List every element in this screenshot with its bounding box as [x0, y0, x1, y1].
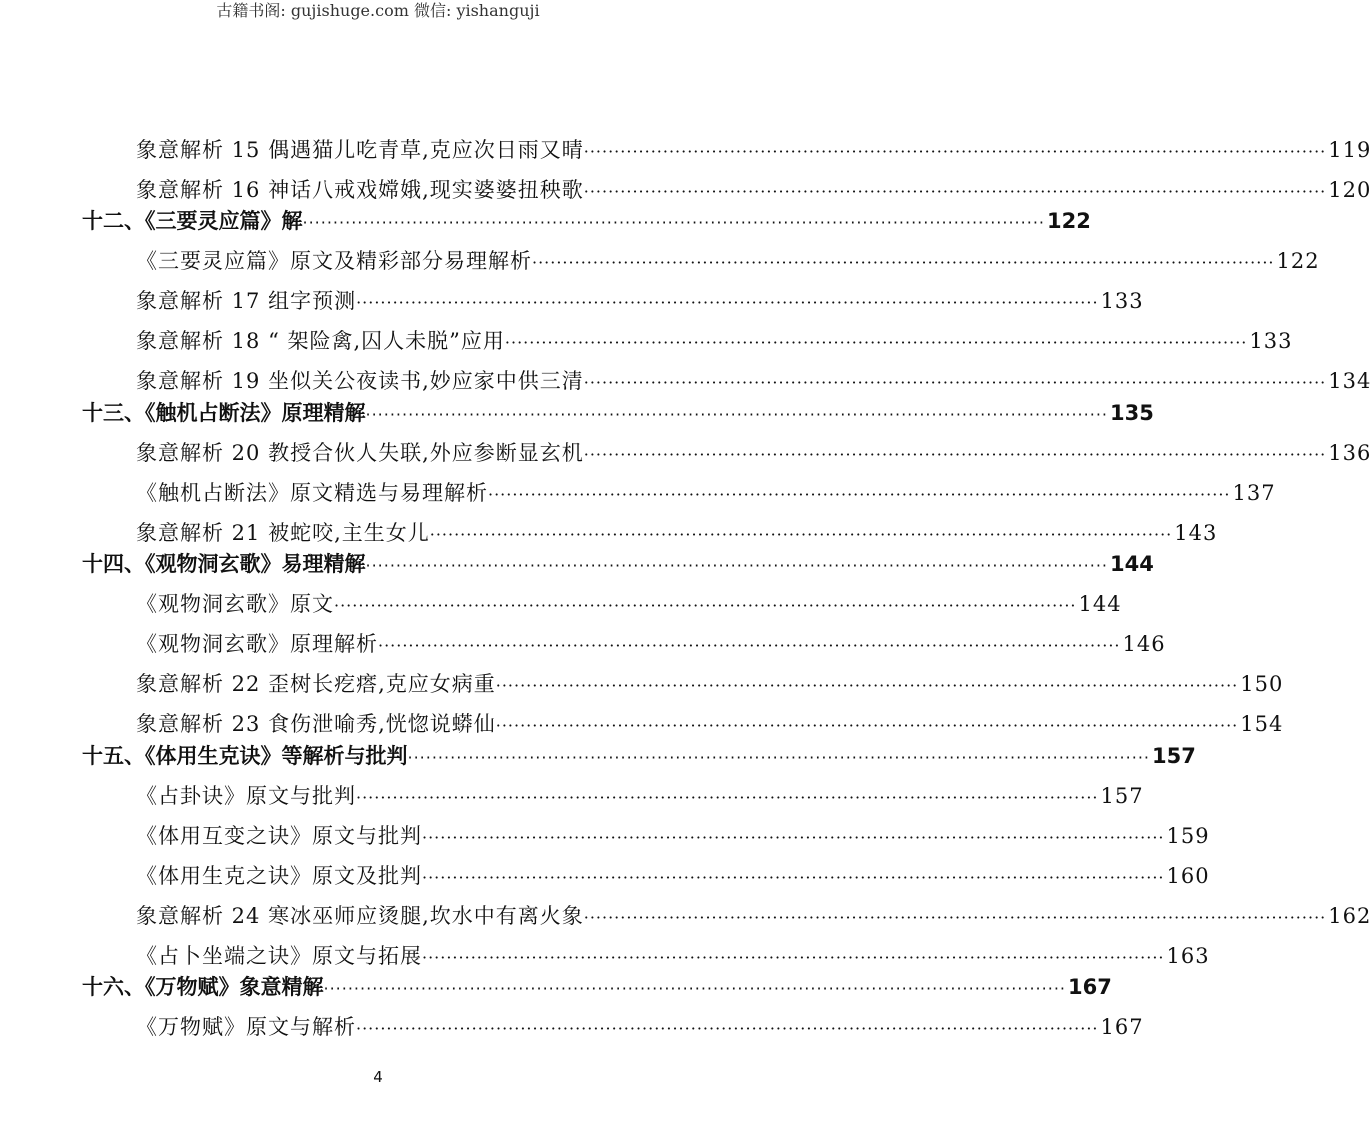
- toc-chapter-page: 122: [1046, 209, 1091, 233]
- toc-chapter-entry[interactable]: [82, 740, 1196, 772]
- toc-chapter-page: 167: [1067, 975, 1112, 999]
- toc-entry-title: 《三要灵应篇》原文及精彩部分易理解析: [136, 249, 532, 273]
- toc-entry[interactable]: [136, 900, 1371, 932]
- toc-entry-title: 象意解析 17 组字预测: [136, 289, 357, 313]
- toc-entry-page: 154: [1240, 712, 1284, 736]
- toc-chapter-page: 144: [1109, 552, 1154, 576]
- dot-leader: [334, 596, 1076, 615]
- toc-entry[interactable]: [136, 628, 1166, 660]
- toc-entry[interactable]: [136, 820, 1210, 852]
- dot-leader: [488, 485, 1230, 504]
- toc-entry-page: 120: [1328, 178, 1371, 202]
- toc-entry[interactable]: [136, 477, 1276, 509]
- toc-entry-title: 象意解析 24 寒冰巫师应烫腿,坎水中有离火象: [136, 904, 584, 928]
- toc-entry-page: 119: [1328, 138, 1371, 162]
- toc-entry-page: 162: [1328, 904, 1371, 928]
- toc-entry-page: 133: [1249, 329, 1293, 353]
- toc-entry-page: 136: [1328, 441, 1371, 465]
- dot-leader: [356, 293, 1098, 312]
- page-number: 4: [373, 1068, 383, 1086]
- toc-entry-title: 《占卜坐端之诀》原文与拓展: [136, 944, 422, 968]
- toc-entry-page: 146: [1122, 632, 1166, 656]
- toc-entry-page: 163: [1166, 944, 1210, 968]
- toc-entry-page: 122: [1276, 249, 1320, 273]
- dot-leader: [422, 868, 1164, 887]
- page-header: 古籍书阁: gujishuge.com 微信: yishanguji: [216, 1, 540, 20]
- dot-leader: [356, 1019, 1098, 1038]
- toc-entry-page: 143: [1174, 521, 1218, 545]
- toc-entry-title: 象意解析 15 偶遇猫儿吃青草,克应次日雨又晴: [136, 138, 584, 162]
- toc-chapter-entry[interactable]: [82, 548, 1154, 580]
- toc-chapter-page: 157: [1151, 744, 1196, 768]
- toc-entry[interactable]: [136, 780, 1144, 812]
- dot-leader: [584, 142, 1326, 161]
- toc-entry[interactable]: [136, 134, 1371, 166]
- toc-chapter-title: 十五、《体用生克诀》等解析与批判: [82, 744, 408, 768]
- toc-entry[interactable]: [136, 285, 1144, 317]
- toc-chapter-title: 十二、《三要灵应篇》解: [82, 209, 303, 233]
- toc-entry[interactable]: [136, 325, 1293, 357]
- dot-leader: [366, 556, 1108, 575]
- dot-leader: [366, 405, 1108, 424]
- dot-leader: [422, 828, 1164, 847]
- toc-entry-title: 《观物洞玄歌》原理解析: [136, 632, 378, 656]
- toc-entry-page: 159: [1166, 824, 1210, 848]
- dot-leader: [584, 445, 1326, 464]
- toc-entry[interactable]: [136, 668, 1284, 700]
- dot-leader: [422, 948, 1164, 967]
- toc-entry-title: 象意解析 21 被蛇咬,主生女儿: [136, 521, 430, 545]
- toc-entry-page: 133: [1100, 289, 1144, 313]
- dot-leader: [496, 716, 1238, 735]
- toc-entry[interactable]: [136, 517, 1218, 549]
- toc-entry-title: 象意解析 19 坐似关公夜读书,妙应家中供三清: [136, 369, 584, 393]
- dot-leader: [584, 908, 1326, 927]
- toc-entry-page: 144: [1078, 592, 1122, 616]
- toc-entry-title: 《观物洞玄歌》原文: [136, 592, 334, 616]
- dot-leader: [584, 373, 1326, 392]
- toc-entry-title: 《占卦诀》原文与批判: [136, 784, 356, 808]
- toc-entry-page: 150: [1240, 672, 1284, 696]
- toc-entry-page: 167: [1100, 1015, 1144, 1039]
- dot-leader: [430, 525, 1172, 544]
- toc-chapter-page: 135: [1109, 401, 1154, 425]
- toc-entry[interactable]: [136, 940, 1210, 972]
- toc-chapter-entry[interactable]: [82, 205, 1091, 237]
- toc-entry-title: 《体用生克之诀》原文及批判: [136, 864, 422, 888]
- dot-leader: [378, 636, 1120, 655]
- toc-entry[interactable]: [136, 860, 1210, 892]
- toc-entry[interactable]: [136, 708, 1284, 740]
- toc-entry-page: 134: [1328, 369, 1371, 393]
- toc-entry-page: 157: [1100, 784, 1144, 808]
- dot-leader: [496, 676, 1238, 695]
- toc-entry-title: 象意解析 22 歪树长疙瘩,克应女病重: [136, 672, 496, 696]
- toc-entry[interactable]: [136, 1011, 1144, 1043]
- dot-leader: [408, 748, 1150, 767]
- toc-chapter-title: 十六、《万物赋》象意精解: [82, 975, 324, 999]
- toc-entry-title: 象意解析 18 “ 架险禽,囚人未脱”应用: [136, 329, 505, 353]
- toc-entry-title: 象意解析 16 神话八戒戏嫦娥,现实婆婆扭秧歌: [136, 178, 584, 202]
- dot-leader: [356, 788, 1098, 807]
- toc-entry[interactable]: [136, 245, 1320, 277]
- toc-chapter-title: 十四、《观物洞玄歌》易理精解: [82, 552, 366, 576]
- dot-leader: [584, 182, 1326, 201]
- dot-leader: [324, 979, 1066, 998]
- toc-entry[interactable]: [136, 588, 1122, 620]
- toc-entry-page: 137: [1232, 481, 1276, 505]
- toc-entry-title: 象意解析 20 教授合伙人失联,外应参断显玄机: [136, 441, 584, 465]
- toc-chapter-entry[interactable]: [82, 397, 1154, 429]
- toc-chapter-entry[interactable]: [82, 971, 1112, 1003]
- toc-chapter-title: 十三、《触机占断法》原理精解: [82, 401, 366, 425]
- toc-entry-title: 《体用互变之诀》原文与批判: [136, 824, 422, 848]
- toc-entry-title: 《万物赋》原文与解析: [136, 1015, 356, 1039]
- toc-entry-page: 160: [1166, 864, 1210, 888]
- toc-entry[interactable]: [136, 437, 1371, 469]
- toc-entry-title: 《触机占断法》原文精选与易理解析: [136, 481, 488, 505]
- dot-leader: [303, 213, 1045, 232]
- dot-leader: [532, 253, 1274, 272]
- toc-entry[interactable]: [136, 365, 1371, 397]
- toc-entry[interactable]: [136, 174, 1371, 206]
- toc-entry-title: 象意解析 23 食伤泄喻秀,恍惚说蟒仙: [136, 712, 496, 736]
- dot-leader: [505, 333, 1247, 352]
